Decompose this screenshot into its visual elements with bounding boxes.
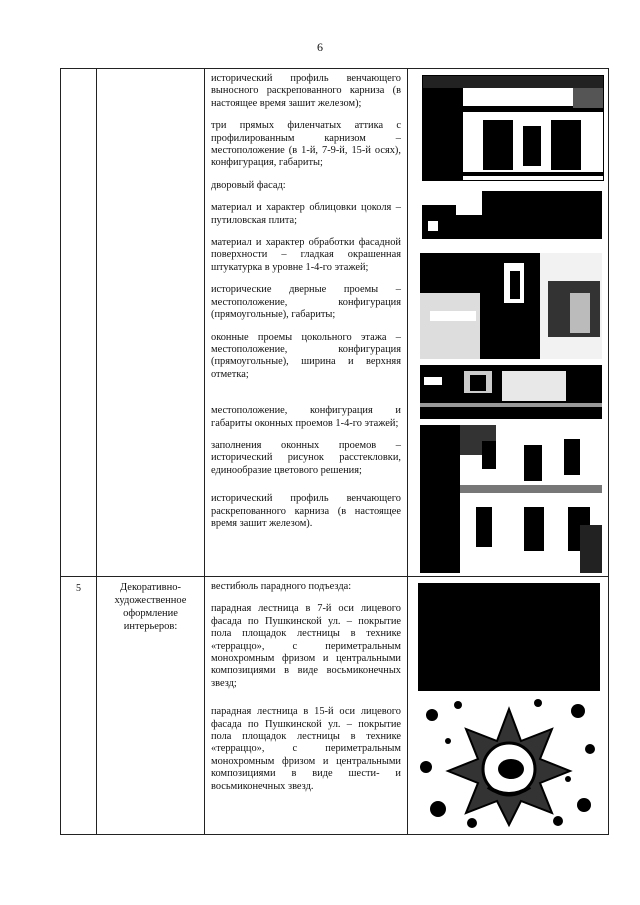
courtyard-plinth-photo	[422, 191, 602, 239]
row-number	[61, 69, 97, 577]
row-description	[205, 69, 408, 577]
list-item: парадная лестница в 7-й оси лицевого фасада по Пушкинской ул. – покрытие пола площадок лестницы в технике «терраццо», с периметральным монохромным фризом и центральными композициями в виде восьмиконечных звезд;	[211, 603, 401, 689]
row-title	[97, 69, 205, 577]
table-row	[61, 577, 609, 835]
protection-table	[60, 68, 609, 835]
courtyard-facade-photo	[420, 425, 602, 573]
terrazzo-floor-photo	[418, 583, 600, 691]
row-title: Декоративно-художественное оформление интерьеров:	[97, 577, 205, 835]
photo-column	[408, 69, 609, 577]
list-item: исторический профиль венчающего раскрепованного карниза (в настоящее время зашит железом).	[211, 493, 401, 529]
photo-column	[408, 577, 609, 835]
list-item: материал и характер обработки фасадной поверхности – гладкая окрашенная штукатурка в уровне 1-4-го этажей;	[211, 237, 401, 273]
list-item: заполнения оконных проемов – исторический рисунок расстекловки, единообразие цветового решения;	[211, 439, 401, 476]
facade-cornice-photo	[422, 75, 604, 181]
list-item: исторический профиль венчающего выносного раскрепованного карниза (в настоящее время зашит железом);	[211, 73, 401, 109]
row-description	[205, 577, 408, 835]
list-item: парадная лестница в 15-й оси лицевого фасада по Пушкинской ул. – покрытие пола площадок лестницы в технике «терраццо», с периметральным монохромным фризом и центральными композициями в виде шести- и восьмиконечных звезд.	[211, 706, 401, 792]
list-item: вестибюль парадного подъезда:	[211, 581, 352, 592]
table-row	[61, 69, 609, 577]
list-item: местоположение, конфигурация и габариты оконных проемов 1-4-го этажей;	[211, 405, 401, 429]
page-number: 6	[317, 40, 323, 54]
list-item: оконные проемы цокольного этажа – местоположение, конфигурация (прямоугольные), ширина и верхняя отметка;	[211, 331, 401, 380]
star-pattern-icon	[418, 697, 600, 829]
list-item: исторические дверные проемы – местоположение, конфигурация (прямоугольные), габариты;	[211, 284, 401, 321]
basement-windows-photo	[420, 365, 602, 419]
row-number: 5	[61, 577, 97, 835]
list-item: три прямых филенчатых аттика с профилированным карнизом – местоположение (в 1-й, 7-9-й, 15-й осях), конфигурация, габариты;	[211, 120, 401, 169]
list-item: материал и характер облицовки цоколя – путиловская плита;	[211, 202, 401, 226]
terrazzo-star-photo	[418, 697, 600, 829]
courtyard-doors-photo	[420, 253, 602, 359]
list-item: дворовый фасад:	[211, 179, 286, 191]
